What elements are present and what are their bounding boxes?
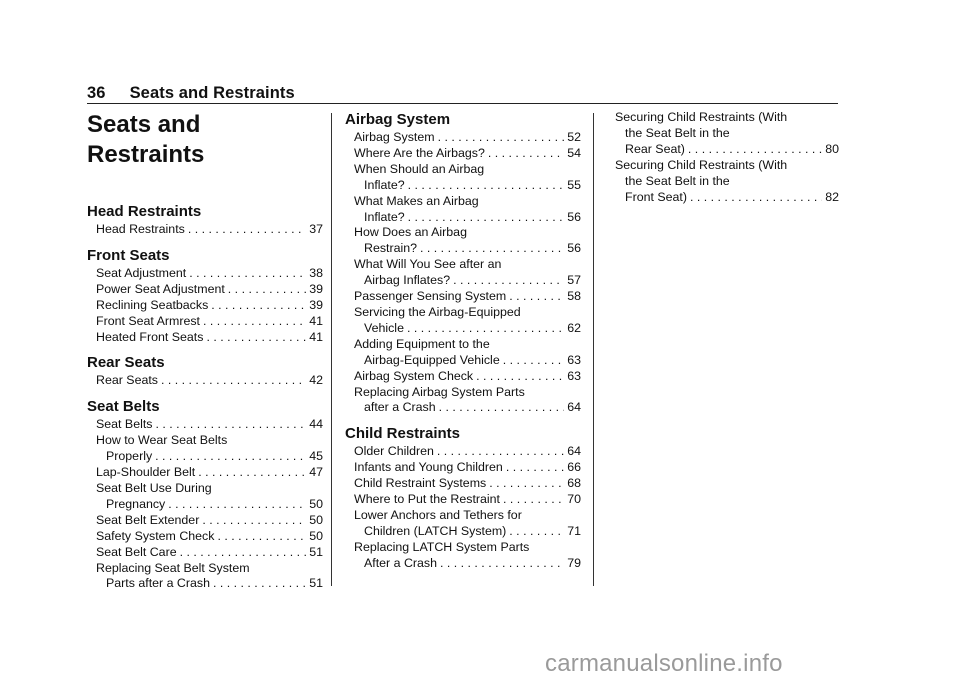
toc-page-number: 47 xyxy=(309,465,323,480)
toc-entry-text: Rear Seat) xyxy=(625,141,685,156)
toc-entry-text: Properly xyxy=(106,449,153,464)
toc-entry-row xyxy=(96,545,323,561)
dot-leader xyxy=(189,266,306,282)
toc-page-number: 55 xyxy=(567,177,581,192)
dot-leader xyxy=(437,444,564,460)
toc-entry-row xyxy=(96,513,323,529)
toc-entry-text: Adding Equipment to the xyxy=(354,336,490,351)
toc-entry-text: Reclining Seatbacks xyxy=(96,297,209,312)
toc-entry-row xyxy=(96,222,323,238)
toc-entry-row xyxy=(354,556,581,572)
toc-entry-text: Seat Belt Use During xyxy=(96,480,212,495)
toc-entry[interactable] xyxy=(96,282,323,298)
toc-column-3 xyxy=(615,110,839,213)
toc-entry-text: Children (LATCH System) xyxy=(364,523,507,538)
toc-entry-row xyxy=(96,529,323,545)
dot-leader xyxy=(202,513,306,529)
toc-entry-row xyxy=(354,353,581,369)
toc-page-number: 51 xyxy=(309,576,323,591)
watermark: carmanualsonline.info xyxy=(545,650,783,677)
toc-entry[interactable] xyxy=(96,298,323,314)
toc-page-number: 42 xyxy=(309,373,323,388)
toc-entry[interactable] xyxy=(615,110,839,158)
toc-entry[interactable] xyxy=(96,513,323,529)
toc-entry[interactable] xyxy=(96,373,323,389)
toc-entry-row xyxy=(354,178,581,194)
toc-entry-row xyxy=(96,497,323,513)
header-rule xyxy=(87,103,838,104)
toc-entry[interactable] xyxy=(96,222,323,238)
toc-entry-row xyxy=(354,476,581,492)
toc-entry-row xyxy=(96,266,323,282)
dot-leader xyxy=(440,556,564,572)
dot-leader xyxy=(509,524,564,540)
toc-page-number: 66 xyxy=(567,460,581,475)
running-chapter-title: Seats and Restraints xyxy=(129,84,295,102)
toc-column-1 xyxy=(87,110,323,600)
toc-page-number: 52 xyxy=(567,130,581,144)
toc-section xyxy=(87,202,323,238)
dot-leader xyxy=(690,190,822,206)
toc-entry-row xyxy=(96,282,323,298)
toc-entry[interactable] xyxy=(96,330,323,346)
toc-page-number: 39 xyxy=(309,297,323,312)
toc-entry[interactable] xyxy=(354,444,581,460)
toc-entry[interactable] xyxy=(354,337,581,369)
toc-entry[interactable] xyxy=(354,305,581,337)
dot-leader xyxy=(408,210,565,226)
toc-entry-text: after a Crash xyxy=(364,400,436,415)
dot-leader xyxy=(476,369,564,385)
dot-leader xyxy=(188,222,306,238)
toc-entry[interactable] xyxy=(96,433,323,465)
toc-page-number: 58 xyxy=(567,289,581,304)
dot-leader xyxy=(228,282,306,298)
toc-page-number: 68 xyxy=(567,476,581,491)
dot-leader xyxy=(506,460,564,476)
toc-entry-text: Head Restraints xyxy=(96,222,185,236)
toc-entry-row xyxy=(615,190,839,206)
toc-entry[interactable] xyxy=(354,460,581,476)
dot-leader xyxy=(503,353,564,369)
toc-entry-text: Airbag System xyxy=(354,130,435,144)
toc-entry-row xyxy=(354,460,581,476)
toc-page-number: 57 xyxy=(567,273,581,288)
column-divider xyxy=(593,113,594,586)
toc-entry-row xyxy=(354,273,581,289)
toc-entry-row xyxy=(354,146,581,162)
toc-entry-text: Airbag-Equipped Vehicle xyxy=(364,352,500,367)
dot-leader xyxy=(213,576,306,592)
toc-entry-text: Restrain? xyxy=(364,241,418,256)
toc-entry-text: Vehicle xyxy=(364,320,404,335)
page-number: 36 xyxy=(87,84,106,102)
dot-leader xyxy=(155,449,306,465)
toc-entry-text: Passenger Sensing System xyxy=(354,289,507,304)
toc-entry-row xyxy=(96,330,323,346)
toc-entry-text: Securing Child Restraints (With xyxy=(615,157,788,172)
toc-entry-row xyxy=(96,465,323,481)
section-title: Airbag System xyxy=(345,111,451,128)
toc-entry-row xyxy=(96,314,323,330)
toc-entry-row xyxy=(96,373,323,389)
toc-entry-row xyxy=(354,241,581,257)
toc-entry-text: Heated Front Seats xyxy=(96,329,204,344)
toc-entry[interactable] xyxy=(354,162,581,194)
section-title: Seat Belts xyxy=(87,398,160,416)
toc-page-number: 56 xyxy=(567,241,581,256)
section-title: Child Restraints xyxy=(345,425,461,443)
toc-entry-row xyxy=(96,298,323,314)
toc-page-number: 79 xyxy=(567,555,581,570)
toc-entry-text: How Does an Airbag xyxy=(354,225,467,240)
toc-entry-row xyxy=(354,492,581,508)
toc-page-number: 44 xyxy=(309,417,323,432)
toc-entry-row xyxy=(96,576,323,592)
toc-page-number: 51 xyxy=(309,544,323,559)
toc-entry[interactable] xyxy=(354,369,581,385)
dot-leader xyxy=(688,142,822,158)
toc-section xyxy=(345,424,581,571)
dot-leader xyxy=(408,178,565,194)
toc-entry-text: Where to Put the Restraint xyxy=(354,492,501,507)
toc-page-number: 39 xyxy=(309,281,323,296)
toc-entry-row xyxy=(354,369,581,385)
toc-entry-text: Front Seat) xyxy=(625,189,687,204)
toc-entry-text: When Should an Airbag xyxy=(354,161,485,176)
toc-page-number: 62 xyxy=(567,320,581,335)
toc-entry[interactable] xyxy=(96,561,323,593)
toc-entry-row xyxy=(354,400,581,416)
column-divider xyxy=(331,113,332,586)
toc-entry[interactable] xyxy=(615,158,839,206)
toc-entry[interactable] xyxy=(354,476,581,492)
dot-leader xyxy=(509,289,564,305)
toc-entry-text: Front Seat Armrest xyxy=(96,313,200,328)
toc-page-number: 63 xyxy=(567,368,581,383)
toc-entry-text: Replacing Seat Belt System xyxy=(96,560,250,575)
dot-leader xyxy=(489,476,564,492)
toc-entry[interactable] xyxy=(96,465,323,481)
toc-entry-text: the Seat Belt in the xyxy=(625,173,730,188)
toc-page-number: 50 xyxy=(309,512,323,527)
chapter-title xyxy=(87,110,323,170)
toc-entry[interactable] xyxy=(354,130,581,146)
toc-entry-row xyxy=(354,130,581,146)
toc-entry[interactable] xyxy=(96,266,323,282)
toc-entry-text: Airbag System Check xyxy=(354,368,474,383)
dot-leader xyxy=(161,373,306,389)
toc-entry-text: Seat Adjustment xyxy=(96,265,187,280)
dot-leader xyxy=(206,330,306,346)
toc-entry-text: After a Crash xyxy=(364,555,437,570)
dot-leader xyxy=(168,497,306,513)
dot-leader xyxy=(439,400,565,416)
toc-entry-text: Inflate? xyxy=(364,177,405,192)
dot-leader xyxy=(420,241,564,257)
toc-entry-text: Where Are the Airbags? xyxy=(354,145,485,160)
dot-leader xyxy=(180,545,307,561)
toc-section xyxy=(87,353,323,389)
toc-page-number: 45 xyxy=(309,449,323,464)
toc-entry-text: Seat Belts xyxy=(96,417,153,432)
toc-entry[interactable] xyxy=(354,540,581,572)
toc-entry-text: Child Restraint Systems xyxy=(354,476,487,491)
dot-leader xyxy=(155,417,306,433)
toc-entry-text: Seat Belt Care xyxy=(96,544,177,559)
section-title: Rear Seats xyxy=(87,354,165,372)
toc-page-number: 56 xyxy=(567,209,581,224)
toc-entry-text: Lower Anchors and Tethers for xyxy=(354,507,522,522)
toc-entry-text: Safety System Check xyxy=(96,528,215,543)
toc-entry-row xyxy=(354,524,581,540)
toc-entry-row xyxy=(354,210,581,226)
toc-entry[interactable] xyxy=(354,146,581,162)
toc-entry-text: Infants and Young Children xyxy=(354,460,503,475)
chapter-title-line: Seats and xyxy=(87,111,201,138)
dot-leader xyxy=(503,492,564,508)
toc-entry[interactable] xyxy=(96,529,323,545)
toc-section xyxy=(87,246,323,346)
toc-entry-row xyxy=(96,417,323,433)
section-title: Head Restraints xyxy=(87,203,202,220)
toc-entry[interactable] xyxy=(354,194,581,226)
toc-entry[interactable] xyxy=(354,385,581,417)
toc-section xyxy=(345,110,581,416)
toc-page-number: 80 xyxy=(825,141,839,156)
toc-entry-text: What Will You See after an xyxy=(354,257,502,272)
toc-entry-text: Inflate? xyxy=(364,209,405,224)
dot-leader xyxy=(453,273,564,289)
toc-section xyxy=(615,110,839,205)
toc-page-number: 63 xyxy=(567,352,581,367)
toc-page-number: 41 xyxy=(309,313,323,328)
toc-entry-text: Parts after a Crash xyxy=(106,576,210,591)
section-title: Front Seats xyxy=(87,246,170,264)
toc-entry-text: Rear Seats xyxy=(96,373,158,388)
toc-entry[interactable] xyxy=(354,257,581,289)
toc-entry[interactable] xyxy=(354,225,581,257)
toc-entry-row xyxy=(354,289,581,305)
toc-page-number: 82 xyxy=(825,189,839,204)
dot-leader xyxy=(211,298,306,314)
toc-entry[interactable] xyxy=(96,417,323,433)
dot-leader xyxy=(217,529,306,545)
toc-entry[interactable] xyxy=(354,289,581,305)
toc-entry[interactable] xyxy=(354,492,581,508)
toc-entry-text: Pregnancy xyxy=(106,496,166,511)
dot-leader xyxy=(438,130,565,146)
toc-entry-text: Older Children xyxy=(354,444,434,459)
dot-leader xyxy=(407,321,564,337)
toc-entry-text: How to Wear Seat Belts xyxy=(96,433,228,448)
toc-entry-row xyxy=(615,142,839,158)
toc-entry[interactable] xyxy=(354,508,581,540)
toc-section xyxy=(87,397,323,592)
dot-leader xyxy=(203,314,306,330)
toc-page-number: 64 xyxy=(567,400,581,415)
toc-entry-text: Servicing the Airbag-Equipped xyxy=(354,304,521,319)
toc-entry-text: Replacing Airbag System Parts xyxy=(354,384,525,399)
toc-entry-text: Seat Belt Extender xyxy=(96,512,200,527)
toc-entry[interactable] xyxy=(96,314,323,330)
toc-entry-row xyxy=(354,321,581,337)
toc-entry-text: Airbag Inflates? xyxy=(364,273,451,288)
toc-entry-text: Securing Child Restraints (With xyxy=(615,110,788,124)
toc-entry-text: Lap-Shoulder Belt xyxy=(96,465,196,480)
toc-page-number: 70 xyxy=(567,492,581,507)
toc-entry-text: What Makes an Airbag xyxy=(354,193,479,208)
toc-page-number: 41 xyxy=(309,329,323,344)
toc-page-number: 50 xyxy=(309,528,323,543)
toc-column-2 xyxy=(345,110,581,580)
toc-entry-text: Power Seat Adjustment xyxy=(96,281,225,296)
toc-entry-row xyxy=(96,449,323,465)
running-header xyxy=(87,84,295,103)
toc-page-number: 38 xyxy=(309,265,323,280)
chapter-title-line: Restraints xyxy=(87,141,205,168)
dot-leader xyxy=(198,465,306,481)
toc-entry[interactable] xyxy=(96,481,323,513)
dot-leader xyxy=(488,146,564,162)
toc-entry-row xyxy=(354,444,581,460)
toc-page-number: 54 xyxy=(567,145,581,160)
toc-page-number: 37 xyxy=(309,222,323,236)
toc-page-number: 50 xyxy=(309,496,323,511)
toc-entry-text: the Seat Belt in the xyxy=(625,125,730,140)
toc-page-number: 64 xyxy=(567,444,581,459)
toc-page-number: 71 xyxy=(567,523,581,538)
toc-entry-text: Replacing LATCH System Parts xyxy=(354,539,530,554)
toc-entry[interactable] xyxy=(96,545,323,561)
